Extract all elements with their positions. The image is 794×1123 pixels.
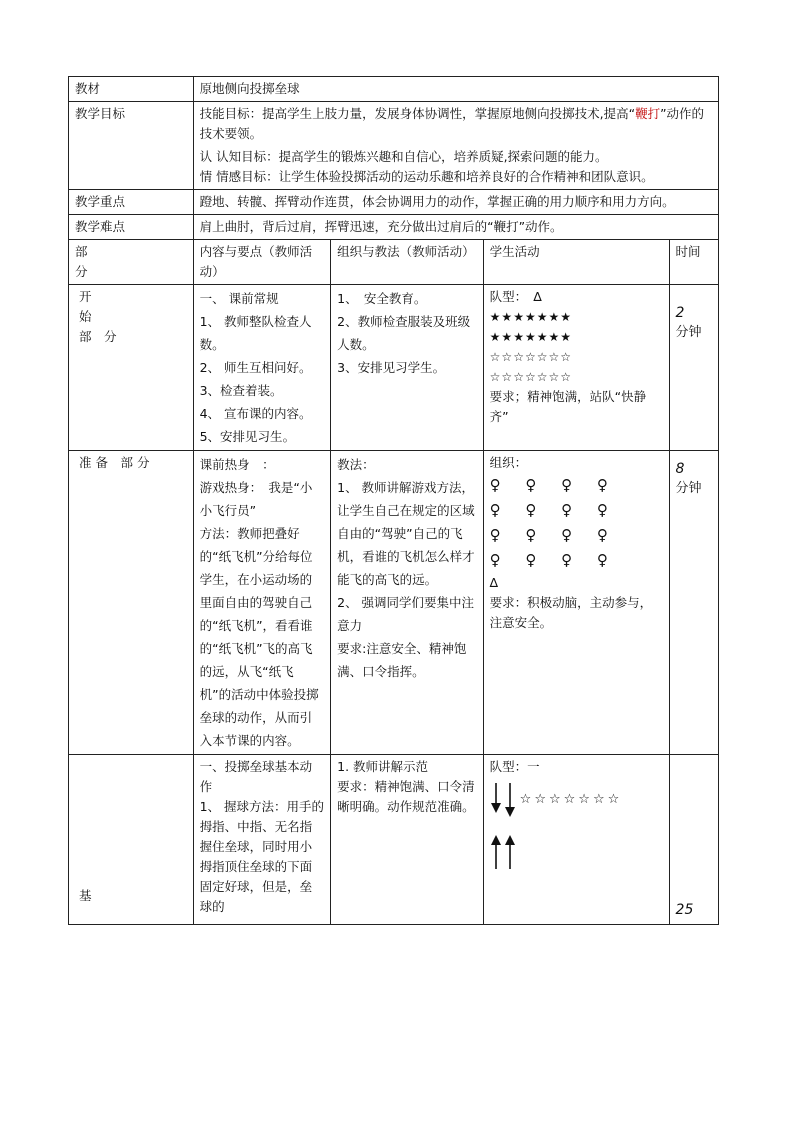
basic-org: 1. 教师讲解示范 要求：精神饱满、口令清晰明确。动作规范准确。 (331, 755, 484, 925)
goals-label: 教学目标 (69, 102, 194, 190)
formation-title: 队型： ∆ (489, 289, 542, 304)
difficulty-value: 肩上曲肘，背后过肩，挥臂迅速，充分做出过肩后的“鞭打”动作。 (193, 215, 718, 240)
header-org: 组织与教法（教师活动） (331, 240, 484, 285)
key-value: 蹬地、转髋、挥臂动作连贯，体会协调用力的动作，掌握正确的用力顺序和用力方向。 (193, 190, 718, 215)
female-row: ♀ ♀ ♀ ♀ (489, 476, 618, 494)
start-part: 开 始 部 分 (69, 285, 194, 451)
material-label: 教材 (69, 77, 194, 102)
female-row: ♀ ♀ ♀ ♀ (489, 551, 618, 569)
basic-time: 25 (669, 755, 718, 925)
lesson-plan-table (68, 76, 719, 925)
prep-student (483, 451, 669, 755)
header-content: 内容与要点（教师活动） (193, 240, 331, 285)
goal-emotion: 情 情感目标：让学生体验投掷活动的运动乐趣和培养良好的合作精神和团队意识。 (199, 169, 654, 184)
female-row: ♀ ♀ ♀ ♀ (489, 501, 618, 519)
teacher-mark: ∆ (489, 575, 499, 590)
prep-requirement: 要求：积极动脑，主动参与，注意安全。 (489, 595, 653, 630)
org-title: 组织： (489, 455, 528, 470)
start-requirement: 要求；精神饱满，站队“快静齐” (489, 389, 647, 424)
basic-student (483, 755, 669, 925)
start-org: 1、 安全教育。 2、教师检查服装及班级人数。 3、安排见习学生。 (331, 285, 484, 451)
row-start (69, 285, 719, 451)
prep-time: 8 分钟 (669, 451, 718, 755)
header-part: 部 分 (69, 240, 194, 285)
basic-content: 一、投掷垒球基本动作 1、 握球方法：用手的拇指、中指、无名指握住垒球，同时用小拇指顶住垒球的下面固定好球，但是，垒球的 (193, 755, 331, 925)
stars-row: ☆☆☆☆☆☆☆ (519, 792, 623, 807)
down-arrows-row (490, 783, 663, 817)
material-value: 原地侧向投掷垒球 (193, 77, 718, 102)
row-goals (69, 102, 719, 190)
row-difficulty (69, 215, 719, 240)
stars-row: ★★★★★★★ (489, 330, 572, 344)
goal-skill-highlight: 鞭打 (635, 106, 661, 121)
prep-part: 准 备 部 分 (69, 451, 194, 755)
start-time: 2 分钟 (669, 285, 718, 451)
stars-row: ★★★★★★★ (489, 310, 572, 324)
prep-content: 课前热身 ： 游戏热身： 我是“小小飞行员” 方法：教师把叠好的“纸飞机”分给每位学生，在小运动场的里面自由的驾驶自己的“纸飞机”，看看谁的“纸飞机”飞的高飞的远，从飞“纸飞机”的活动中体验投掷垒球的动作，从而引入本节课的内容。 (193, 451, 331, 755)
basic-formation-title: 队型：一 (489, 759, 540, 774)
header-student: 学生活动 (483, 240, 669, 285)
row-header (69, 240, 719, 285)
key-label: 教学重点 (69, 190, 194, 215)
row-prep (69, 451, 719, 755)
header-time: 时间 (669, 240, 718, 285)
row-basic (69, 755, 719, 925)
stars-row: ☆☆☆☆☆☆☆ (489, 350, 572, 364)
goal-skill: 技能目标：提高学生上肢力量，发展身体协调性，掌握原地侧向投掷技术,提高“鞭打”动作的技术要领。 (199, 106, 705, 141)
goals-cell (193, 102, 718, 190)
prep-org: 教法： 1、 教师讲解游戏方法，让学生自己在规定的区域自由的“驾驶”自己的飞机，看谁的飞机怎么样才能飞的高飞的远。 2、 强调同学们要集中注意力 要求:注意安全、精神饱满、口令指挥。 (331, 451, 484, 755)
up-arrow-icon (490, 835, 516, 869)
row-material (69, 77, 719, 102)
stars-row: ☆☆☆☆☆☆☆ (489, 370, 572, 384)
row-key (69, 190, 719, 215)
up-arrows-row (490, 835, 663, 869)
down-arrow-icon (490, 783, 516, 817)
female-row: ♀ ♀ ♀ ♀ (489, 526, 618, 544)
goal-cognitive: 认 认知目标：提高学生的锻炼兴趣和自信心，培养质疑,探索问题的能力。 (199, 149, 608, 164)
start-student (483, 285, 669, 451)
start-content: 一、 课前常规 1、 教师整队检查人数。 2、 师生互相问好。 3、检查着装。 4、 宣布课的内容。 5、安排见习生。 (193, 285, 331, 451)
difficulty-label: 教学难点 (69, 215, 194, 240)
basic-part: 基 (69, 755, 194, 925)
